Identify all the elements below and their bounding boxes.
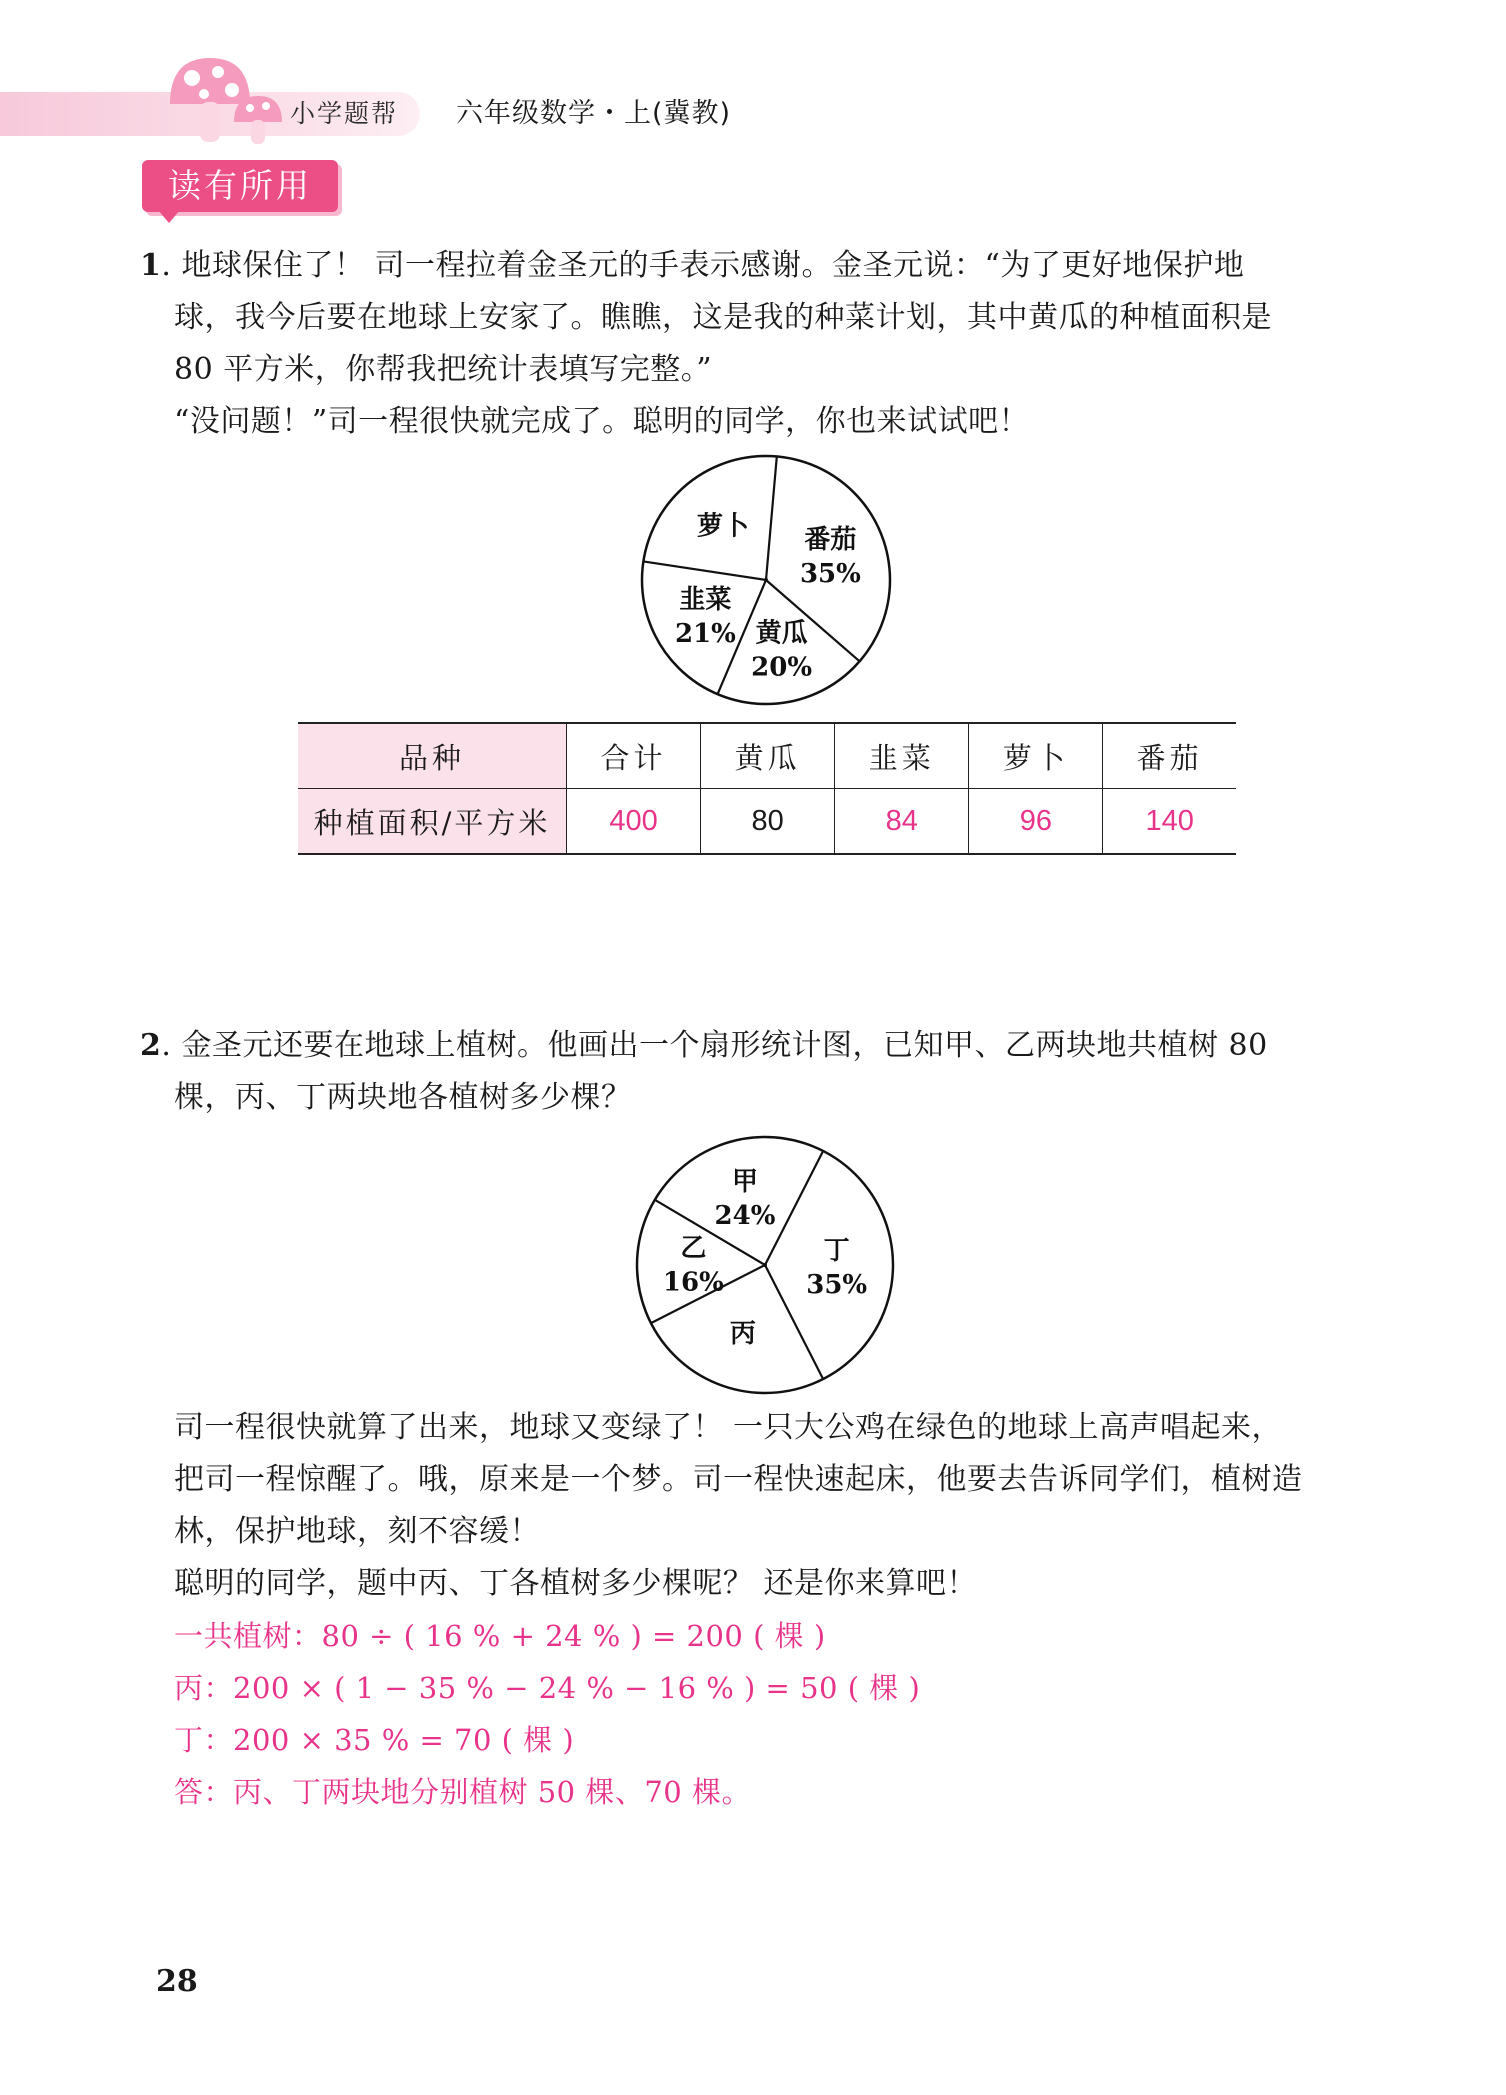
- pie-center: [763, 1263, 767, 1267]
- pie-slice-percent: 35%: [799, 558, 861, 589]
- q1-line-3: 80 平方米，你帮我把统计表填写完整。”: [174, 352, 713, 387]
- vegetable-pie-chart: [636, 450, 896, 710]
- table-header-leek: 韭菜: [835, 723, 969, 789]
- q1-text-1: . 地球保住了！ 司一程拉着金圣元的手表示感谢。金圣元说：“为了更好地保护地: [161, 248, 1245, 283]
- table-cell-leek: 84: [835, 789, 969, 855]
- table-cell-total: 400: [567, 789, 701, 855]
- q1-line-4: “没问题！”司一程很快就完成了。聪明的同学，你也来试试吧！: [174, 404, 1030, 439]
- table-row-label: 种植面积/平方米: [298, 789, 567, 855]
- answer-line-1: 一共植树：80 ÷ ( 16 % + 24 % ) = 200 ( 棵 ): [174, 1619, 826, 1653]
- page-number: 28: [156, 1964, 198, 1999]
- tree-pie-chart: [630, 1130, 900, 1400]
- answer-line-2: 丙：200 × ( 1 − 35 % − 24 % − 16 % ) = 50 ( 棵 ): [174, 1671, 921, 1705]
- header-brand: 小学题帮: [290, 99, 399, 128]
- pie-slice-label: 萝卜: [697, 511, 750, 542]
- q1-number: 1: [140, 248, 162, 283]
- pie-slice-label: 甲: [731, 1167, 759, 1198]
- table-header-row: [298, 723, 1236, 789]
- pie-slice-label: 乙: [680, 1233, 707, 1264]
- pie-slice-label: 番茄: [804, 524, 857, 555]
- answer-line-3: 丁：200 × 35 % = 70 ( 棵 ): [174, 1723, 575, 1757]
- mushroom-logo-icon: [160, 52, 290, 148]
- pie-slice-percent: 21%: [674, 618, 736, 649]
- pie-slice-percent: 20%: [751, 652, 813, 683]
- q1-line-1: [140, 240, 1244, 292]
- pie-slice-label: 韭菜: [679, 584, 732, 615]
- header-book-title: 六年级数学・上(冀教): [456, 98, 732, 129]
- pie-slice-percent: 16%: [662, 1267, 724, 1298]
- table-header-total: 合计: [567, 723, 701, 789]
- pie-slice-label: 黄瓜: [755, 618, 808, 649]
- story-line-3: 林，保护地球，刻不容缓！: [174, 1514, 540, 1549]
- q2-line-1: [140, 1020, 1268, 1072]
- section-tag-pointer: [158, 210, 180, 223]
- q2-number: 2: [140, 1028, 162, 1063]
- story-line-1: 司一程很快就算了出来，地球又变绿了！ 一只大公鸡在绿色的地球上高声唱起来，: [174, 1410, 1283, 1445]
- story-line-4: 聪明的同学，题中丙、丁各植树多少棵呢？ 还是你来算吧！: [174, 1566, 978, 1601]
- pie-slice-label: 丙: [729, 1319, 756, 1350]
- table-cell-radish: 96: [969, 789, 1103, 855]
- table-cell-cucumber: 80: [701, 789, 835, 855]
- q2-text-1: . 金圣元还要在地球上植树。他画出一个扇形统计图，已知甲、乙两块地共植树 80: [161, 1028, 1268, 1063]
- table-header-tomato: 番茄: [1103, 723, 1236, 789]
- pie-slice-label: 丁: [823, 1236, 850, 1266]
- pie-slice-percent: 35%: [806, 1270, 868, 1300]
- pie-slice-percent: 24%: [714, 1201, 776, 1232]
- table-row: [298, 789, 1236, 855]
- planting-area-table: [298, 722, 1236, 855]
- q1-line-2: 球，我今后要在地球上安家了。瞧瞧，这是我的种菜计划，其中黄瓜的种植面积是: [174, 300, 1272, 335]
- table-cell-tomato: 140: [1103, 789, 1236, 855]
- story-line-2: 把司一程惊醒了。哦，原来是一个梦。司一程快速起床，他要去告诉同学们，植树造: [174, 1462, 1303, 1497]
- table-header-variety: 品种: [298, 723, 567, 789]
- section-title-tag: 读有所用: [142, 160, 338, 212]
- answer-line-4: 答：丙、丁两块地分别植树 50 棵、70 棵。: [174, 1775, 751, 1809]
- q2-line-2: 棵，丙、丁两块地各植树多少棵？: [174, 1080, 632, 1115]
- pie-center: [764, 578, 768, 582]
- table-header-cucumber: 黄瓜: [701, 723, 835, 789]
- table-header-radish: 萝卜: [969, 723, 1103, 789]
